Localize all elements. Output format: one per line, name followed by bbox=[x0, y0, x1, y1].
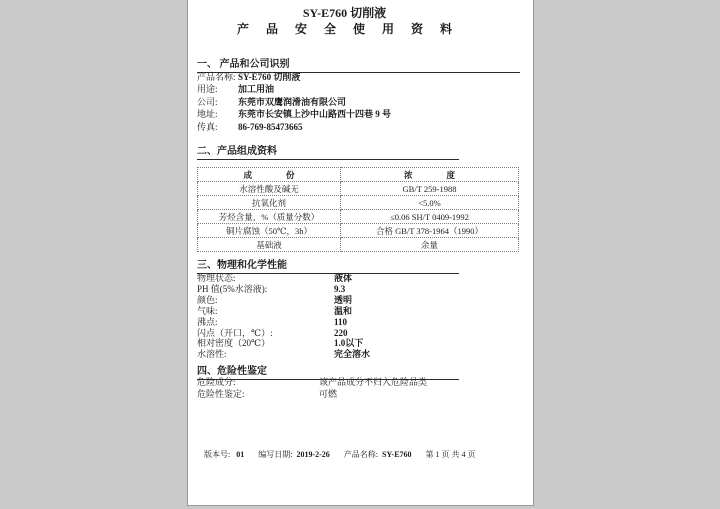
field-value: 该产品成分不归入危险品类 bbox=[319, 377, 428, 387]
field-label: 地址: bbox=[197, 109, 218, 120]
section1-heading: 一、 产品和公司识别 bbox=[197, 55, 520, 73]
field-company bbox=[197, 96, 391, 108]
field-value: 86-769-85473665 bbox=[238, 121, 303, 132]
section2-heading: 二、产品组成资料 bbox=[197, 142, 459, 160]
column-header-component: 成 份 bbox=[198, 168, 341, 182]
field-value: 加工用油 bbox=[238, 84, 275, 95]
field-value: SY-E760 切削液 bbox=[238, 72, 301, 82]
document-page bbox=[187, 0, 534, 506]
section4-heading: 四、危险性鉴定 bbox=[197, 362, 459, 380]
field-label: 产品名称: bbox=[197, 72, 236, 82]
field-value: 1.0以下 bbox=[334, 338, 364, 349]
field-value: 220 bbox=[334, 327, 348, 338]
field-value: 温和 bbox=[334, 305, 353, 316]
cell-component: 基础液 bbox=[198, 238, 341, 252]
field-boiling-point bbox=[197, 317, 370, 328]
field-address bbox=[197, 108, 391, 120]
field-label: 传真: bbox=[197, 121, 218, 132]
field-value: 透明 bbox=[334, 294, 353, 305]
field-label: 水溶性: bbox=[197, 349, 227, 360]
field-product-name bbox=[197, 71, 391, 83]
document-title: SY-E760 切削液 bbox=[302, 6, 387, 20]
field-relative-density bbox=[197, 338, 370, 349]
field-value: 9.3 bbox=[334, 283, 346, 294]
cell-component: 铜片腐蚀（50℃，3h） bbox=[198, 224, 341, 238]
cell-concentration: GB/T 259-1988 bbox=[341, 182, 519, 196]
table-row bbox=[198, 224, 519, 238]
section3-heading: 三、物理和化学性能 bbox=[197, 256, 459, 274]
cell-component: 水溶性酸及碱无 bbox=[198, 182, 341, 196]
field-value: 完全溶水 bbox=[334, 349, 371, 360]
field-label: 气味: bbox=[197, 305, 218, 316]
field-label: 危险成分: bbox=[197, 377, 236, 387]
table-row bbox=[198, 210, 519, 224]
field-label: 公司: bbox=[197, 96, 218, 107]
composition-table bbox=[197, 167, 519, 252]
cell-concentration: <5.0% bbox=[341, 196, 519, 210]
field-label: 物理状态: bbox=[197, 273, 236, 283]
cell-component: 芳烃含量，%（质量分数） bbox=[198, 210, 341, 224]
field-water-solubility bbox=[197, 349, 370, 360]
cell-concentration: 合格 GB/T 378-1964（1990） bbox=[341, 224, 519, 238]
page-number: 第 1 页 共 4 页 bbox=[425, 450, 476, 459]
date-label: 编写日期: bbox=[258, 450, 293, 459]
section1-fields bbox=[197, 71, 391, 133]
field-label: 沸点: bbox=[197, 316, 218, 327]
table-row bbox=[198, 196, 519, 210]
section3-fields bbox=[197, 273, 370, 360]
field-label: 闪点（开口，℃）: bbox=[197, 327, 273, 338]
field-usage bbox=[197, 83, 391, 95]
column-header-concentration: 浓 度 bbox=[341, 168, 519, 182]
table-header-row bbox=[198, 168, 519, 182]
field-physical-state bbox=[197, 273, 370, 284]
field-fax bbox=[197, 121, 391, 133]
field-ph bbox=[197, 284, 370, 295]
field-flash-point bbox=[197, 328, 370, 339]
field-hazard-identification bbox=[197, 388, 427, 400]
table-row bbox=[198, 238, 519, 252]
field-value: 东莞市双鹰润滑油有限公司 bbox=[238, 96, 347, 107]
field-value: 可燃 bbox=[319, 389, 338, 400]
cell-concentration: ≤0.06 SH/T 0409-1992 bbox=[341, 210, 519, 224]
field-odor bbox=[197, 306, 370, 317]
field-label: 危险性鉴定: bbox=[197, 389, 245, 400]
field-label: 颜色: bbox=[197, 294, 218, 305]
field-value: 东莞市长安镇上沙中山路西十四巷 9 号 bbox=[238, 109, 392, 120]
field-label: 相对密度（20℃） bbox=[197, 338, 271, 349]
field-value: 液体 bbox=[334, 273, 353, 283]
field-hazardous-components bbox=[197, 376, 427, 388]
product-label: 产品名称: bbox=[343, 450, 379, 459]
document-subtitle: 产品安全使用资料 bbox=[236, 22, 469, 36]
field-label: PH 值(5%水溶液): bbox=[197, 283, 268, 294]
product-value: SY-E760 bbox=[382, 450, 412, 459]
page-footer bbox=[204, 449, 476, 460]
field-label: 用途: bbox=[197, 84, 218, 95]
date-value: 2019-2-26 bbox=[296, 450, 330, 459]
table-row bbox=[198, 182, 519, 196]
version-value: 01 bbox=[236, 450, 245, 459]
version-label: 版本号: bbox=[204, 450, 231, 459]
field-color bbox=[197, 295, 370, 306]
section4-fields bbox=[197, 376, 427, 401]
field-value: 110 bbox=[334, 316, 348, 327]
cell-component: 抗氧化剂 bbox=[198, 196, 341, 210]
cell-concentration: 余量 bbox=[341, 238, 519, 252]
